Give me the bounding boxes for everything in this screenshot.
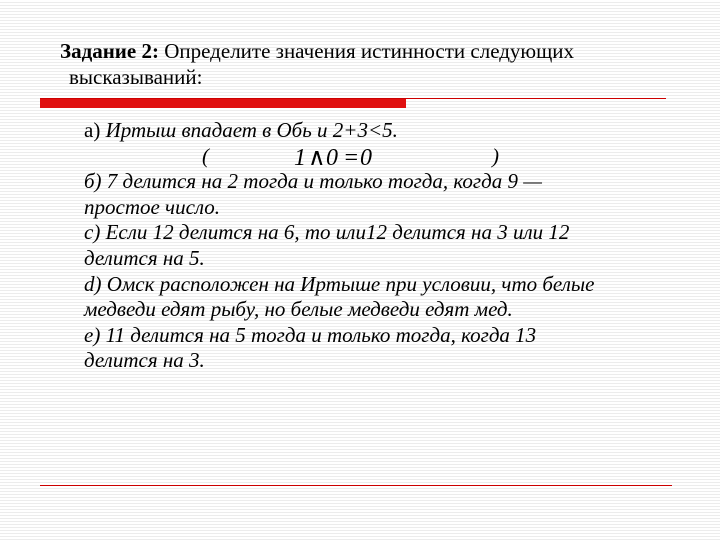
statement-a: [84, 118, 684, 144]
answer-close-paren: ): [492, 143, 499, 168]
formula-zero-b: 0: [360, 146, 372, 169]
statement-line: медведи едят рыбу, но белые медведи едят мед.: [84, 297, 513, 322]
task-label: Задание 2:: [60, 39, 159, 63]
formula-zero-a: 0: [326, 146, 338, 169]
formula-one: 1: [294, 146, 306, 169]
title-line-1: [60, 38, 700, 64]
statement-a-text: Иртыш впадает в Обь и 2+3<5.: [105, 118, 398, 142]
statement-a-answer: [84, 144, 684, 170]
statement-line: делится на 5.: [84, 245, 205, 270]
title-line-2: высказываний:: [69, 65, 203, 89]
statement-line: d) Омск расположен на Иртыше при условии, что белые: [84, 271, 595, 296]
statement-line: c) Если 12 делится на 6, то или12 делится на 3 или 12: [84, 220, 570, 245]
title-underline-thick: [40, 99, 406, 108]
statement-line: б) 7 делится на 2 тогда и только тогда, когда 9 —: [84, 169, 542, 194]
statement-line: e) 11 делится на 5 тогда и только тогда, когда 13: [84, 322, 537, 347]
formula-equals: =: [343, 146, 360, 169]
formula-and-symbol: ∧: [308, 146, 326, 169]
statements-list: [84, 118, 684, 374]
task-question: Определите значения истинности следующих: [164, 39, 575, 63]
statement-a-label: а): [84, 118, 101, 142]
truth-formula: [294, 147, 394, 169]
statement-line: простое число.: [84, 194, 221, 219]
footer-rule: [40, 485, 672, 486]
slide-title: [60, 38, 700, 90]
statement-line: делится на 3.: [84, 348, 205, 373]
answer-open-paren: (: [202, 143, 209, 168]
